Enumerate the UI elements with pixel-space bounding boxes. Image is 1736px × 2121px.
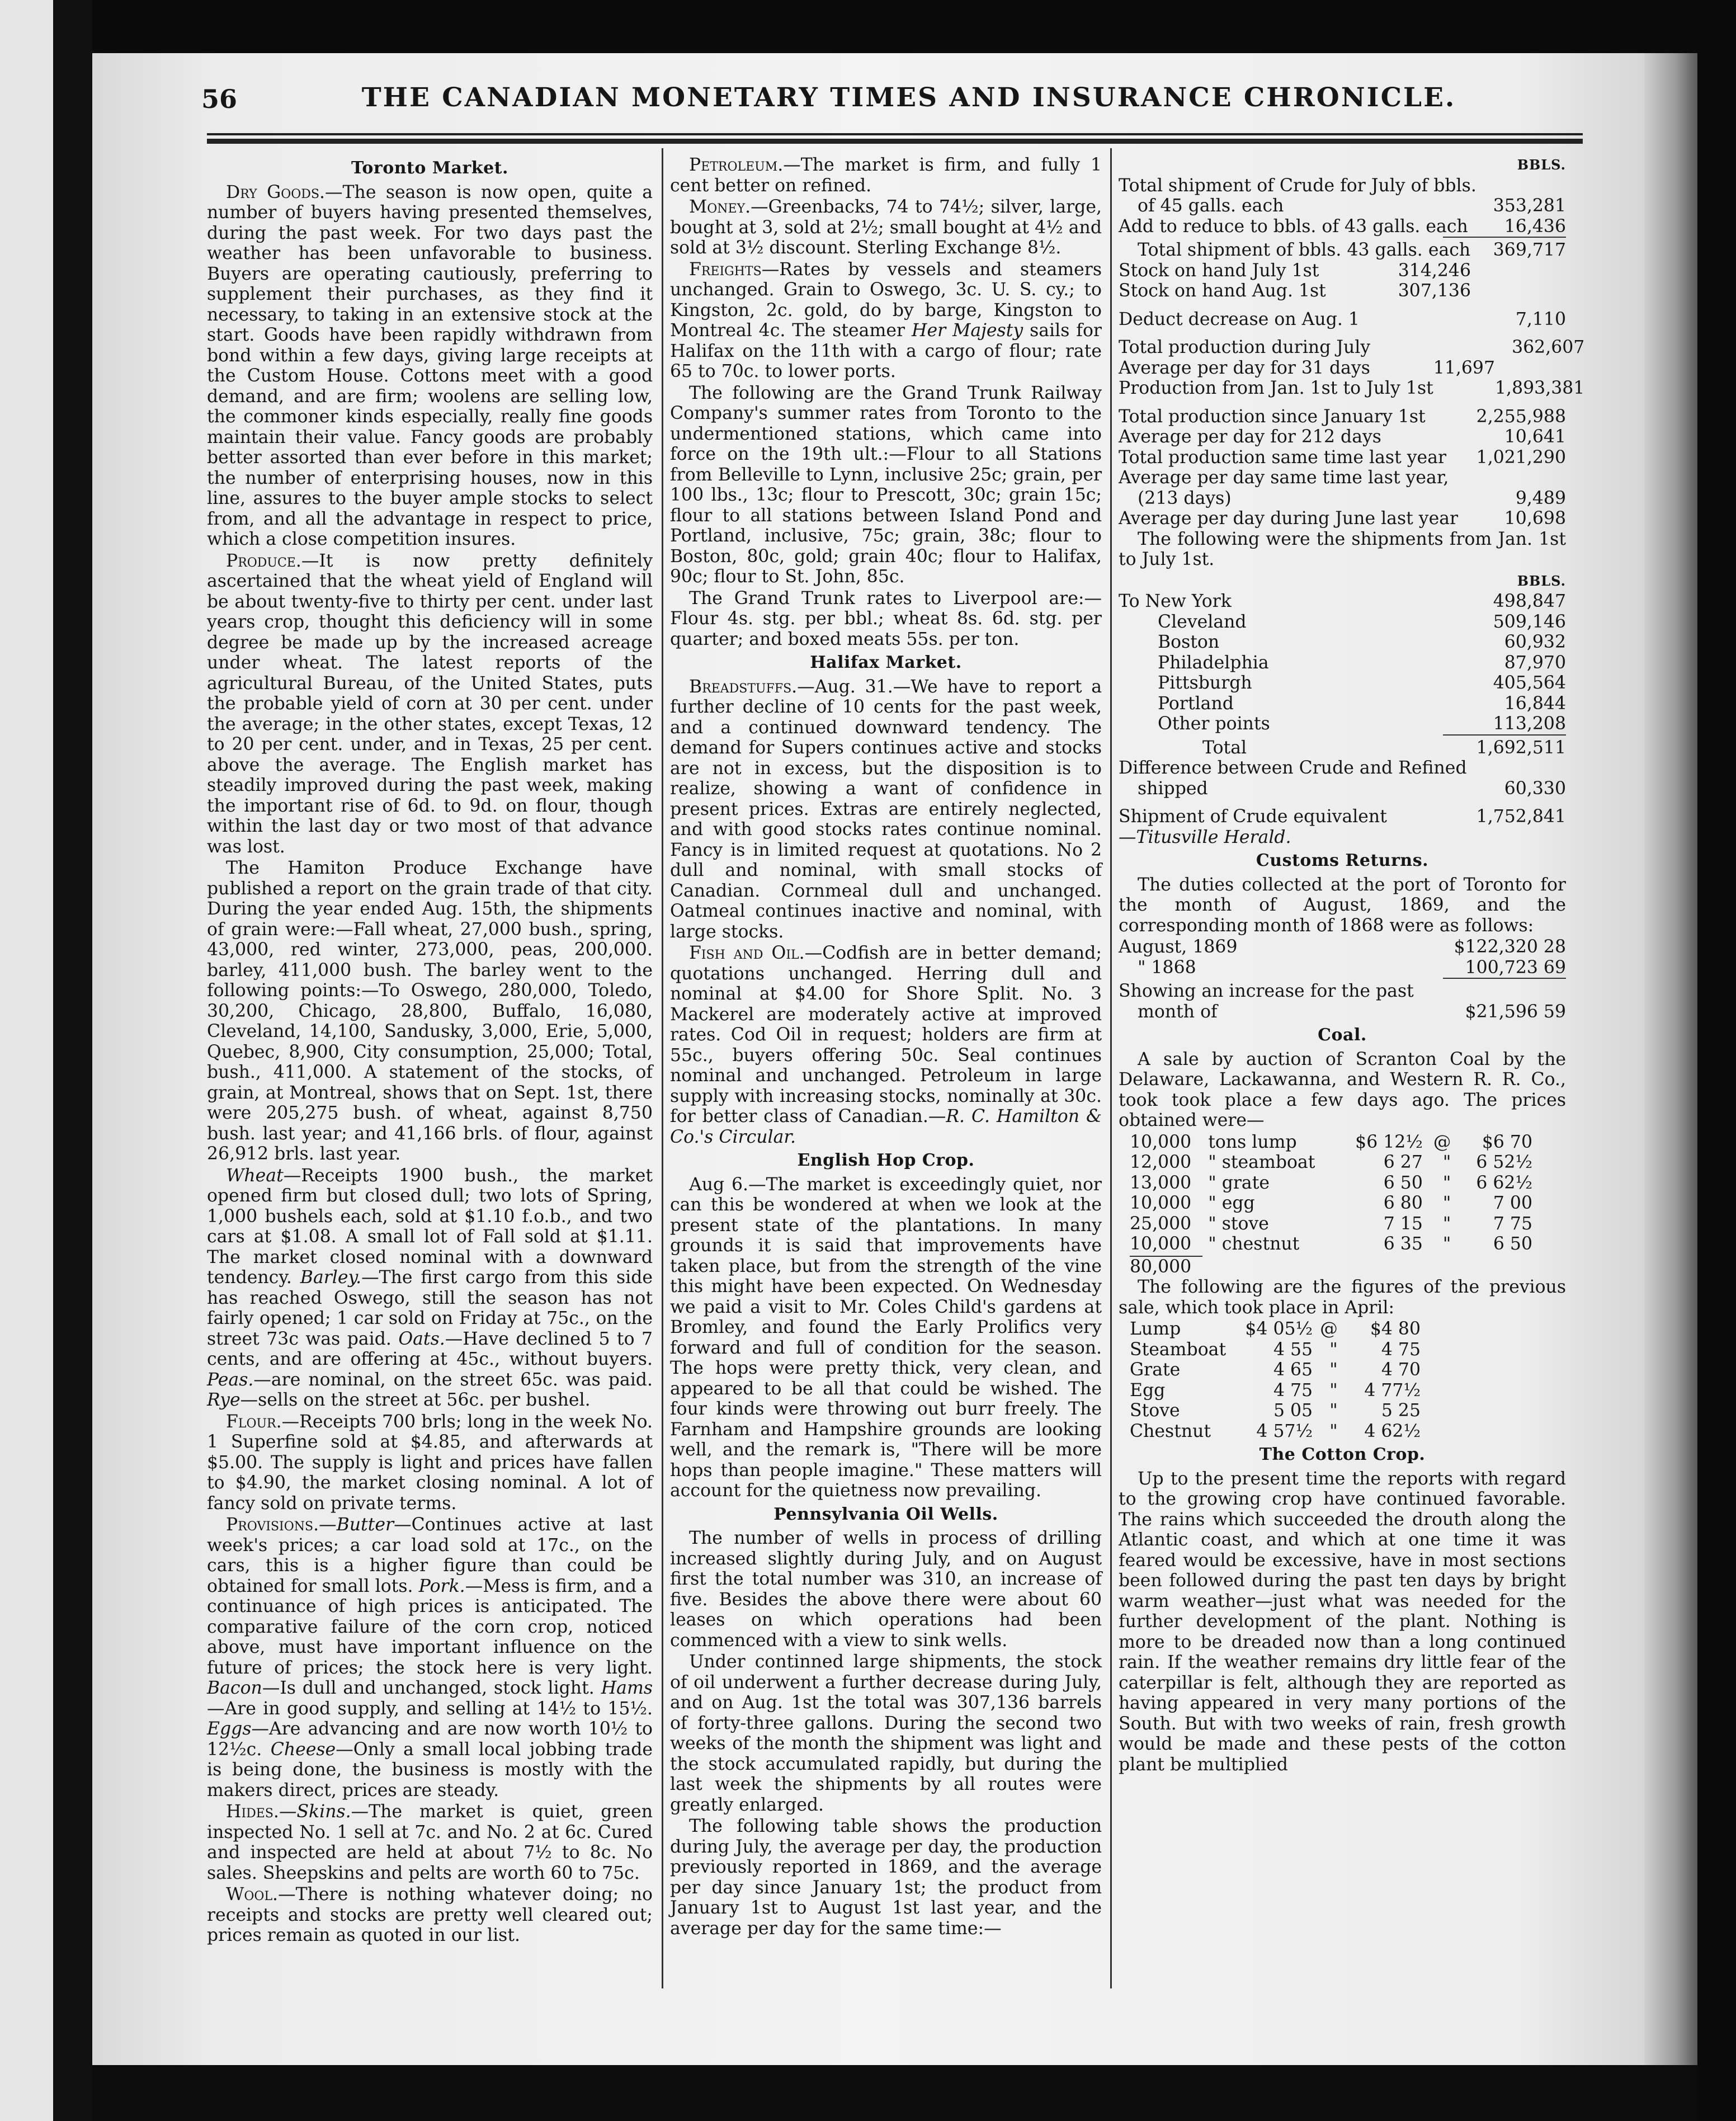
money-lead: Money. (689, 197, 751, 217)
spacer (1119, 799, 1566, 807)
table-row (1119, 1002, 1566, 1022)
produce-paragraph (207, 551, 653, 857)
dry-goods-text: —The season is now open, quite a number of buyers having presented themselves, during the past week. For two days past the weather has been unfavorable to business. Buyers are operating cautiously, preferring to supplement their purchases, as they find it necessary, to taking in an extensive stock at the start. Goods have been rapidly withdrawn from bond within a few days, giving large receipts at the Custom House. Cottons meet with a good demand, and are firm; woolens are selling low, the commoner kinds especially, really fine goods maintain their value. Fancy goods are probably better assorted than ever before in this market; the number of enterprising houses, now in this line, assures to the buyer ample stocks to select from, and all the advantage in respect to price, which a close competition insures. (207, 182, 653, 549)
row-label: month of (1138, 1001, 1218, 1022)
peas-text: —are nominal, on the street 65c. was paid. (253, 1369, 653, 1390)
petroleum-lead: Petroleum. (689, 155, 784, 175)
coal-kind: Grate (1130, 1360, 1181, 1380)
pork-text: —Mess is firm, and a continuance of high prices is anticipated. The comparative failure of the corn crop, noticed above, must have important influence on the future of prices; the stock here is very light. (207, 1576, 653, 1678)
coal-heading: Coal. (1318, 1025, 1367, 1045)
price-sep: " (1442, 1172, 1451, 1193)
price-sep: " (1329, 1360, 1338, 1380)
breadstuffs-lead: Breadstuffs. (689, 676, 798, 697)
coal-quantity: 10,000 (1130, 1193, 1192, 1213)
price-sep: " (1442, 1213, 1451, 1234)
production-table (1119, 337, 1584, 399)
book-spine-shadow (1644, 53, 1697, 2065)
price-low: 6 80 (1383, 1193, 1423, 1213)
empty-cell (1474, 758, 1566, 779)
table-row (1119, 1152, 1566, 1173)
newspaper-page (92, 53, 1644, 2065)
hams-lead: Hams (601, 1678, 653, 1698)
money-paragraph (670, 197, 1102, 258)
oats-text: —Have declined 5 to 7 cents, and are offering at 45c., without buyers. (207, 1328, 653, 1369)
wool-text: —There is nothing whatever doing; no receipts and stocks are pretty well cleared out; prices remain as quoted in our list. (207, 1884, 653, 1945)
row-label: Total production since January 1st (1119, 406, 1426, 427)
row-label: Total production same time last year (1119, 447, 1447, 468)
row-value: 362,607 (1512, 337, 1585, 357)
row-mid-value: 307,136 (1398, 281, 1471, 301)
petroleum-paragraph (670, 155, 1102, 196)
row-value: 100,723 69 (1465, 957, 1566, 978)
row-value: 10,641 (1504, 427, 1566, 447)
row-value: 1,021,290 (1476, 447, 1566, 468)
provisions-lead: Provisions. (226, 1515, 319, 1535)
row-value: 1,893,381 (1495, 378, 1585, 398)
freights-ship-name: Her Majesty (911, 320, 1023, 341)
row-label: Other points (1158, 714, 1270, 734)
coal-quantity: 10,000 (1130, 1234, 1192, 1254)
row-value: 353,281 (1493, 196, 1566, 216)
butter-lead: —Butter (319, 1515, 394, 1535)
price-high: 6 50 (1493, 1234, 1532, 1254)
table-row (1119, 591, 1566, 612)
row-label: Philadelphia (1158, 652, 1269, 673)
table-row (1119, 309, 1566, 330)
april-prices-table (1119, 1319, 1566, 1441)
oil-wells-paragraph-3: The following table shows the production during July, the average per day, the production previously reported in 1869, and the average per day since January 1st; the product from January 1st to August 1st last year, and the average per day for the same time:— (670, 1816, 1102, 1939)
price-low: 5 05 (1273, 1401, 1313, 1421)
customs-paragraph: The duties collected at the port of Toronto for the month of August, 1869, and the corresponding month of 1868 were as follows: (1119, 874, 1566, 936)
price-high: 4 77½ (1364, 1380, 1421, 1401)
crude-shipment-table (1119, 176, 1566, 237)
table-row (1119, 779, 1566, 799)
column-2 (670, 155, 1102, 2001)
oil-wells-heading: Pennsylvania Oil Wells. (773, 1504, 998, 1524)
price-high: 7 00 (1493, 1193, 1532, 1213)
hop-crop-heading: English Hop Crop. (797, 1151, 975, 1170)
freights-text-a: —Rates by vessels and steamers unchanged. Grain to Oswego, 3c. U. S. cy.; to Kingston, 2c. gold, do by barge, Kingston to Montreal 4c. The steamer (670, 259, 1102, 341)
price-high: 4 75 (1381, 1339, 1421, 1360)
hamilton-paragraph: The Hamiton Produce Exchange have published a report on the grain trade of that city. During the year ended Aug. 15th, the shipments of grain were:—Fall wheat, 27,000 bush., spring, 43,000, red winter, 273,000, peas, 200,000. barley, 411,000 bush. The barley went to the following points:—To Oswego, 280,000, Toledo, 30,200, Chicago, 28,800, Buffalo, 16,080, Cleveland, 14,100, Sandusky, 3,000, Erie, 5,000, Quebec, 8,900, City consumption, 25,000; Total, bush., 411,000. A statement of the stocks, of grain, at Montreal, shows that on Sept. 1st, there were 205,275 bush. of wheat, against 8,750 bush. last year; and 41,166 brls. of flour, against 26,912 brls. last year. (207, 858, 653, 1164)
barley-text: —The first cargo from this side has reached Oswego, still the season has not fairly opened; 1 car sold on Friday at 75c., on the street 73c was paid. (207, 1267, 653, 1349)
price-low: $6 12½ (1355, 1132, 1423, 1152)
row-label: Total shipment of bbls. 43 galls. each (1138, 240, 1471, 260)
row-label: Total (1202, 737, 1247, 758)
row-value: 60,330 (1504, 778, 1566, 799)
coal-kind: " stove (1208, 1213, 1269, 1234)
row-mid-value (1433, 378, 1495, 399)
film-gutter-left (53, 0, 92, 2121)
row-value: 7,110 (1515, 309, 1566, 329)
equivalent-table (1119, 807, 1566, 827)
table-row (1119, 1340, 1566, 1360)
row-label: Cleveland (1158, 611, 1247, 632)
table-row (1119, 1380, 1566, 1401)
film-border-right (1697, 0, 1736, 2121)
eggs-text: —Are advancing and are now worth 10½ to 12½c. (207, 1719, 653, 1760)
price-sep: @ (1320, 1319, 1338, 1339)
row-value: 498,847 (1493, 591, 1566, 611)
halifax-market-heading: Halifax Market. (810, 653, 962, 672)
freights-text-b: sails for Halifax on the 11th with a cargo of flour; rate 65 to 70c. to lower ports. (670, 320, 1102, 381)
row-value: $21,596 59 (1465, 1001, 1566, 1022)
coal-quantity: 25,000 (1130, 1213, 1192, 1234)
table-row (1119, 508, 1566, 529)
table-row (1119, 694, 1566, 714)
coal-kind: Chestnut (1130, 1421, 1211, 1441)
price-sep: " (1442, 1152, 1451, 1172)
rye-text: —sells on the street at 56c. per bushel. (240, 1390, 591, 1410)
table-row (1119, 807, 1566, 827)
dry-goods-paragraph (207, 182, 653, 550)
oil-wells-paragraph-2: Under continned large shipments, the stock of oil underwent a further decrease during July, and on Aug. 1st the total was 307,136 barrels of forty-three gallons. During the second two weeks of the month the shipment was light and the stock accumulated rapidly, but during the last week the shipments by all routes were greatly enlarged. (670, 1652, 1102, 1815)
page-number: 56 (201, 84, 238, 114)
peas-lead: Peas. (207, 1369, 254, 1390)
wheat-lead: Wheat (226, 1165, 284, 1186)
column-3 (1119, 155, 1585, 2001)
coal-kind: tons lump (1208, 1132, 1297, 1152)
shipments-intro: The following were the shipments from Jan. 1st to July 1st. (1119, 529, 1566, 569)
source-credit: —Titusville Herald. (1119, 827, 1291, 847)
row-label: Pittsburgh (1158, 673, 1252, 693)
table-row (1119, 673, 1566, 694)
coal-quantity: 12,000 (1130, 1152, 1192, 1172)
table-row (1119, 738, 1566, 758)
pork-lead: Pork. (418, 1576, 465, 1596)
row-label: August, 1869 (1119, 937, 1238, 957)
coal-kind: " steamboat (1208, 1152, 1315, 1172)
table-row (1119, 468, 1566, 488)
row-mid-value (1433, 337, 1495, 358)
row-label: of 45 galls. each (1138, 196, 1284, 216)
film-border-top (0, 0, 1736, 53)
hop-crop-paragraph: Aug 6.—The market is exceedingly quiet, nor can this be wondered at when we look at the present state of the plantations. In many grounds it is said that improvements have taken place, but from the strength of the vine this might have been expected. On Wednesday we paid a visit to Mr. Coles Child's gardens at Bromley, and found the Early Prolifics very forward and full of condition for the season. The hops were pretty thick, very clean, and appeared to be all that could be wished. The four kinds were throwing out burr freely. The Farnham and Hampshire grounds are looking well, and the remark is, "There will be more hops than people imagine." These matters will account for the quietness now prevailing. (670, 1174, 1102, 1501)
cotton-paragraph: Up to the present time the reports with regard to the growing crop have continued favorable. The rains which succeeded the drouth along the Atlantic coast, and which at one time it was feared would be excessive, have in most sections been followed during the past ten days by bright warm weather—just what was needed for the further development of the plant. Nothing is more to be dreaded now than a long continued rain. If the weather remains dry little fear of the caterpillar is felt, although they are reported as having appeared in very many portions of the South. But with two weeks of rain, fresh growth would be made and these pests of the cotton plant be multiplied (1119, 1468, 1566, 1775)
price-high: $6 70 (1482, 1132, 1532, 1152)
column-rule-1 (662, 148, 663, 1988)
fish-oil-text: —Codfish are in better demand; quotations unchanged. Herring dull and nominal at $4.00 for Shore Split. No. 3 Mackerel are moderately active at improved rates. Cod Oil in request; holders are firm at 55c., buyers offering 50c. Seal continues nominal and unchanged. Petroleum in large supply with increasing stocks, nominally at 30c. for better class of Canadian.— (670, 943, 1102, 1127)
bbls-column-heading: BBLS. (1517, 157, 1566, 173)
row-value: 405,564 (1493, 673, 1566, 693)
coal-kind: " grate (1208, 1172, 1270, 1193)
price-low: 4 75 (1273, 1380, 1313, 1401)
produce-lead: Produce. (226, 550, 301, 571)
price-sep: " (1329, 1380, 1338, 1401)
row-label: Production from Jan. 1st to July 1st (1119, 378, 1433, 398)
row-mid-value: 11,697 (1433, 357, 1496, 378)
destinations-total (1119, 738, 1566, 799)
row-value: 9,489 (1515, 488, 1566, 508)
fish-oil-paragraph (670, 943, 1102, 1147)
row-label: Total production during July (1119, 337, 1371, 357)
skins-text: —The market is quiet, green inspected No. 1 sell at 7c. and No. 2 at 6c. Cured and inspected are held at about 7½ to 8c. No sales. Sheepskins and pelts are worth 60 to 75c. (207, 1802, 653, 1883)
table-row (1119, 1214, 1566, 1234)
row-label: Average per day for 31 days (1119, 357, 1370, 378)
toronto-market-heading: Toronto Market. (351, 158, 508, 178)
table-row (1119, 1360, 1566, 1380)
row-label: " 1868 (1138, 957, 1196, 978)
price-high: 6 62½ (1476, 1172, 1532, 1193)
cheese-lead: Cheese (270, 1739, 336, 1760)
coal-kind: Stove (1130, 1401, 1180, 1421)
column-rule-2 (1110, 148, 1112, 1988)
price-sep: " (1329, 1421, 1338, 1441)
coal-kind: Lump (1130, 1319, 1181, 1339)
freights-lead: Freights (689, 259, 762, 280)
fish-oil-source: R. C. Hamilton & Co.'s Circular. (670, 1106, 1102, 1147)
row-mid-value: 314,246 (1398, 260, 1471, 281)
price-high: 5 25 (1381, 1401, 1421, 1421)
flour-text: —Receipts 700 brls; long in the week No. 1 Superfine sold at $4.85, and afterwards at $5.00. The supply is light and prices have fallen to $4.90, the market closing nominal. A lot of fancy sold on private terms. (207, 1411, 653, 1514)
barley-lead: Barley. (300, 1267, 362, 1288)
row-label: Stock on hand Aug. 1st (1119, 281, 1326, 301)
row-value: 369,717 (1493, 240, 1566, 260)
breadstuffs-text: —Aug. 31.—We have to report a further decline of 10 cents for the past week, and a continued downward tendency. The demand for Supers continues active and stocks are not in excess, but the disposition is to realize, showing a want of confidence in present prices. Extras are entirely neglected, and with good stocks rates continue nominal. Fancy is in limited request at quotations. No 2 dull and nominal, with small stocks of Canadian. Cornmeal dull and unchanged. Oatmeal continues inactive and nominal, with large stocks. (670, 676, 1102, 942)
coal-kind: " chestnut (1208, 1234, 1300, 1254)
row-label: Average per day for 212 days (1119, 427, 1381, 447)
table-row (1119, 612, 1566, 633)
row-label: Stock on hand July 1st (1119, 260, 1319, 281)
row-label: Showing an increase for the past (1119, 981, 1414, 1001)
table-row (1119, 981, 1566, 1002)
table-row (1119, 1234, 1566, 1255)
skins-lead: —Skins. (279, 1802, 351, 1822)
breadstuffs-paragraph (670, 677, 1102, 942)
row-value: 87,970 (1504, 652, 1566, 673)
price-high: 6 52½ (1476, 1152, 1532, 1172)
row-value: 1,692,511 (1476, 737, 1566, 758)
price-sep: " (1329, 1339, 1338, 1360)
hams-text: —Are in good supply, and selling at 14½ to 15½. (207, 1698, 653, 1719)
table-row (1119, 758, 1566, 779)
stock-table (1119, 261, 1566, 301)
cheese-text: —Only a small local jobbing trade is being done, the business is mostly with the makers direct, prices are steady. (207, 1739, 653, 1801)
film-border-left (0, 0, 53, 2121)
table-row (1119, 447, 1566, 468)
coal-total: 80,000 (1130, 1256, 1192, 1277)
table-row (1119, 281, 1566, 301)
row-label: Boston (1158, 632, 1220, 652)
table-row (1119, 176, 1566, 196)
row-label: (213 days) (1138, 488, 1232, 508)
price-low: 4 55 (1273, 1339, 1313, 1360)
coal-paragraph: A sale by auction of Scranton Coal by the Delaware, Lackawanna, and Western R. R. Co., took took place a few days ago. The prices obtained were— (1119, 1049, 1566, 1130)
table-row (1119, 1132, 1566, 1153)
price-low: $4 05½ (1245, 1319, 1313, 1339)
eggs-lead: Eggs (207, 1719, 252, 1739)
table-row (1119, 632, 1566, 653)
row-label: To New York (1119, 591, 1232, 611)
price-sep: @ (1433, 1132, 1451, 1152)
table-row (1119, 427, 1566, 447)
table-row (1119, 488, 1566, 509)
rye-lead: Rye (207, 1390, 240, 1410)
produce-text: —It is now pretty definitely ascertained that the wheat yield of England will be about twenty-five to thirty per cent. under last years crop, thought this deficiency will in some degree be made up by the increased acreage under wheat. The latest reports of the agricultural Bureau, of the United States, puts the probable yield of corn at 30 per cent. under the average; in the other states, except Texas, 12 to 20 per cent. under, and in Texas, 25 per cent. above the average. The English market has steadily improved during the past week, making the important rise of 6d. to 9d. on flour, though within the last day or two most of that advance was lost. (207, 550, 653, 857)
price-high: 4 70 (1381, 1360, 1421, 1380)
bacon-text: —Is dull and unchanged, stock light. (262, 1678, 595, 1698)
spacer (1119, 399, 1566, 407)
petroleum-text: —The market is firm, and fully 1 cent better on refined. (670, 155, 1102, 196)
table-row (1119, 1319, 1566, 1340)
table-row (1119, 196, 1566, 216)
price-low: 6 50 (1383, 1172, 1423, 1193)
row-label: Portland (1158, 693, 1234, 714)
table-row (1119, 714, 1566, 734)
table-row (1119, 1193, 1566, 1214)
coal-quantity: 13,000 (1130, 1172, 1192, 1193)
table-row (1119, 1421, 1566, 1442)
row-value: 509,146 (1493, 611, 1566, 632)
coal-prices-table (1119, 1132, 1566, 1255)
row-label: Average per day during June last year (1119, 508, 1459, 529)
total-43-table (1119, 240, 1566, 261)
fish-oil-lead: Fish and Oil. (689, 943, 805, 963)
table-row (1119, 937, 1566, 958)
table-row (1119, 958, 1566, 978)
hides-lead: Hides. (226, 1802, 279, 1822)
flour-lead: Flour. (226, 1411, 282, 1432)
table-row (1119, 358, 1584, 379)
header-rule-thick (207, 139, 1583, 144)
wheat-paragraph (207, 1166, 653, 1411)
row-label: Add to reduce to bbls. of 43 galls. each (1119, 216, 1468, 237)
oats-lead: Oats. (398, 1328, 445, 1349)
dry-goods-lead: Dry Goods. (226, 182, 326, 202)
april-paragraph: The following are the figures of the previous sale, which took place in April: (1119, 1277, 1566, 1318)
liverpool-paragraph: The Grand Trunk rates to Liverpool are:—Flour 4s. stg. per bbl.; wheat 8s. 6d. stg. per quarter; and boxed meats 55s. per ton. (670, 588, 1102, 649)
provisions-paragraph (207, 1515, 653, 1801)
bacon-lead: Bacon (207, 1678, 262, 1698)
row-value (1490, 176, 1566, 196)
price-low: 4 65 (1273, 1360, 1313, 1380)
price-sep: " (1442, 1193, 1451, 1213)
butter-text: —Continues active at last week's prices; a car load sold at 17c., on the cars, this is a higher figure than could be obtained for small lots. (207, 1515, 653, 1596)
table-row (1119, 407, 1566, 427)
customs-heading: Customs Returns. (1256, 851, 1429, 870)
header-rule-thin (207, 133, 1583, 135)
bbls-column-heading-2: BBLS. (1517, 572, 1566, 589)
row-value: 113,208 (1493, 714, 1566, 734)
hides-paragraph (207, 1802, 653, 1883)
coal-kind: Egg (1130, 1380, 1166, 1401)
running-title: THE CANADIAN MONETARY TIMES AND INSURANCE CHRONICLE. (361, 82, 1456, 113)
wool-lead: Wool. (226, 1884, 279, 1905)
row-label: shipped (1138, 778, 1208, 799)
price-sep: " (1329, 1401, 1338, 1421)
table-row (1119, 653, 1566, 673)
price-low: 6 35 (1383, 1234, 1423, 1254)
row-label: Difference between Crude and Refined (1119, 758, 1467, 778)
table-row (1119, 378, 1584, 399)
row-label: Shipment of Crude equivalent (1119, 807, 1387, 827)
table-row (1119, 261, 1566, 281)
price-high: $4 80 (1370, 1319, 1421, 1339)
row-value: 1,752,841 (1476, 807, 1566, 827)
since-january-table (1119, 407, 1566, 529)
price-low: 4 57½ (1256, 1421, 1313, 1441)
grand-trunk-paragraph: The following are the Grand Trunk Railway Company's summer rates from Toronto to the undermentioned stations, which came into force on the 19th ult.:—Flour to all Stations from Belleville to Lynn, inclusive 25c; grain, per 100 lbs., 13c; flour to Prescott, 30c; grain 15c; flour to all stations between Island Pond and Portland, inclusive, 75c; grain, 38c; flour to Boston, 80c, gold; grain 40c; flour to Halifax, 90c; flour to St. John, 85c. (670, 383, 1102, 587)
table-row (1119, 1173, 1566, 1194)
customs-table (1119, 937, 1566, 978)
money-text: —Greenbacks, 74 to 74½; silver, large, bought at 3, sold at 2½; small bought at 4½ and sold at 3½ discount. Sterling Exchange 8½. (670, 197, 1102, 258)
row-value (1473, 468, 1566, 488)
column-1 (207, 155, 653, 2001)
row-value: 16,844 (1504, 693, 1566, 714)
row-value: 16,436 (1504, 216, 1566, 237)
row-value: 10,698 (1504, 508, 1566, 529)
price-high: 7 75 (1493, 1213, 1532, 1234)
table-row (1119, 337, 1584, 358)
increase-table (1119, 981, 1566, 1022)
deduct-table (1119, 309, 1566, 330)
row-label: Average per day same time last year, (1119, 468, 1449, 488)
flour-paragraph (207, 1412, 653, 1514)
price-sep: " (1442, 1234, 1451, 1254)
price-low: 6 27 (1383, 1152, 1423, 1172)
row-value (1495, 358, 1584, 379)
row-value: $122,320 28 (1454, 937, 1566, 957)
table-row (1119, 1401, 1566, 1421)
spacer (1119, 329, 1566, 337)
table-row (1119, 240, 1566, 261)
table-row (1119, 216, 1566, 237)
price-high: 4 62½ (1364, 1421, 1421, 1441)
coal-kind: " egg (1208, 1193, 1255, 1213)
empty-cell (1452, 981, 1566, 1002)
freights-paragraph (670, 260, 1102, 382)
coal-quantity: 10,000 (1130, 1132, 1192, 1152)
price-low: 7 15 (1383, 1213, 1423, 1234)
wool-paragraph (207, 1884, 653, 1946)
destinations-table (1119, 591, 1566, 734)
oil-wells-paragraph-1: The number of wells in process of drilling increased slightly during July, and on August first the total number was 310, an increase of five. Besides the above there were about 60 leases on which operations had been commenced with a view to sink wells. (670, 1528, 1102, 1651)
row-value: 60,932 (1504, 632, 1566, 652)
row-label: Deduct decrease on Aug. 1 (1119, 309, 1360, 329)
row-value: 2,255,988 (1476, 406, 1566, 427)
spacer (1119, 301, 1566, 309)
row-label: Total shipment of Crude for July of bbls. (1119, 175, 1476, 196)
wheat-text: —Receipts 1900 bush., the market opened firm but closed dull; two lots of Spring, 1,000 bushels each, sold at $1.10 f.o.b., and two cars at $1.08. A small lot of Fall sold at $1.11. The market closed nominal with a downward tendency. (207, 1165, 653, 1288)
cotton-heading: The Cotton Crop. (1259, 1445, 1426, 1464)
coal-kind: Steamboat (1130, 1339, 1226, 1360)
